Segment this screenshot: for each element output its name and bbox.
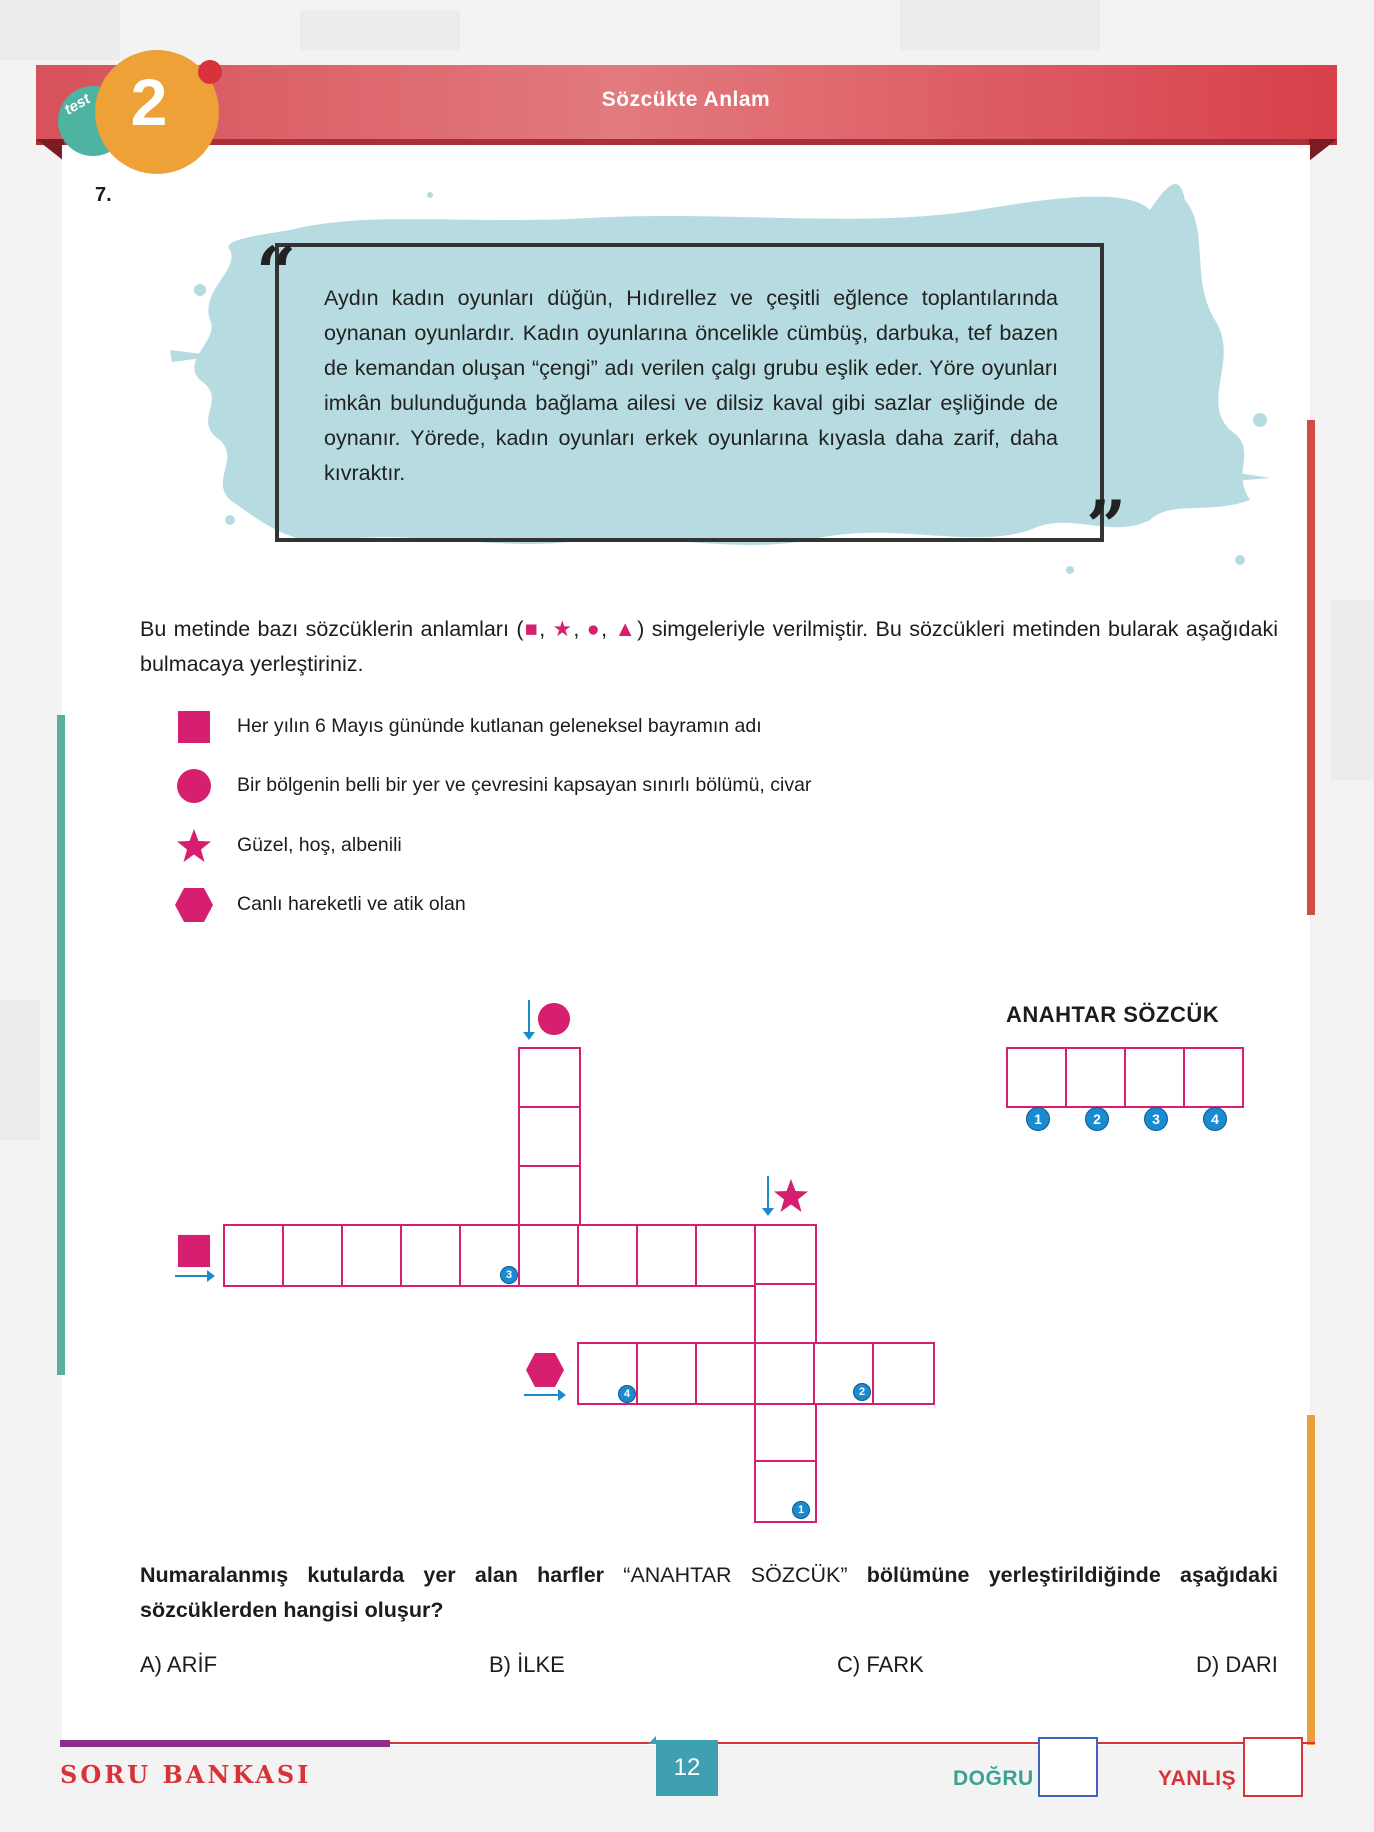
square-icon [177,1234,211,1268]
star-symbol: ★ [552,617,574,641]
crossword-cell[interactable] [400,1224,463,1287]
right-arrow [524,1394,564,1396]
legend-text: Her yılın 6 Mayıs gününde kutlanan geleneksel bayramın adı [237,715,762,737]
key-number: 4 [1203,1107,1227,1131]
badge-dot [198,60,222,84]
crossword-cell[interactable] [577,1224,640,1287]
right-arrow [175,1275,213,1277]
open-quote-mark: “ [256,231,297,314]
key-cell[interactable] [1124,1047,1185,1108]
page-tab [648,1736,656,1744]
circle-icon [176,768,212,804]
section-title: Sözcükte Anlam [601,88,771,111]
crossword-cell[interactable] [636,1342,699,1405]
correct-count-box[interactable] [1038,1737,1098,1797]
question-number: 7. [95,184,112,206]
star-icon [176,828,212,864]
correct-label: DOĞRU [953,1767,1034,1790]
background-tile [0,0,120,60]
header-fold-right [1309,139,1337,161]
down-arrow [528,1000,530,1038]
instruction-text: Bu metinde bazı sözcüklerin anlamları (■, ★, ●, ▲) simgeleriyle verilmiştir. Bu sözcükleri metinden bularak aşağıdaki bulmacaya yerleştiriniz. [140,617,1278,676]
question-stem: Numaralanmış kutularda yer alan harfler “ANAHTAR SÖZCÜK” bölümüne yerleştirildiğinde aşağıdaki sözcüklerden hangisi oluşur? [140,1563,1278,1622]
crossword-cell[interactable] [518,1106,581,1169]
option-a[interactable]: A) ARİF [140,1652,218,1677]
brand-name: SORU BANKASI [60,1760,312,1789]
crossword-cell[interactable] [636,1224,699,1287]
background-tile [300,10,460,50]
key-cell[interactable] [1065,1047,1126,1108]
crossword-cell[interactable] [754,1224,817,1287]
key-cell[interactable] [1183,1047,1244,1108]
option-b[interactable]: B) İLKE [489,1652,565,1677]
cell-number-3: 3 [500,1266,518,1284]
legend-text: Bir bölgenin belli bir yer ve çevresini kapsayan sınırlı bölümü, civar [237,774,812,796]
key-number: 1 [1026,1107,1050,1131]
key-word-title: ANAHTAR SÖZCÜK [1006,1002,1220,1027]
passage-text: Aydın kadın oyunları düğün, Hıdırellez ve çeşitli eğlence toplantılarında oynanan oyunlardır. Kadın oyunlarına öncelikle cümbüş, darbuka, tef bazen de kemandan oluşan “çengi” adı verilen çalgı grubu eşlik eder. Yöre oyunları imkân bulunduğunda bağlama ailesi ve dilsiz kaval gibi sazlar eşliğinde de oynanır. Yörede, kadın oyunları erkek oyunlarına kıyasla daha zarif, daha kıvraktır. [324,286,1058,485]
crossword-cell[interactable] [695,1342,758,1405]
square-icon [176,709,212,745]
background-tile [0,1000,40,1140]
hexagon-icon [174,887,214,923]
page-number: 12 [656,1740,718,1796]
hexagon-icon [524,1352,566,1388]
option-d[interactable]: D) DARI [1196,1652,1278,1677]
circle-icon [537,1002,571,1036]
crossword-cell[interactable] [695,1224,758,1287]
background-tile [900,0,1100,50]
test-number: 2 [130,65,168,139]
crossword-cell[interactable] [754,1283,817,1346]
key-number: 3 [1144,1107,1168,1131]
down-arrow [767,1176,769,1214]
side-accent-red [1307,420,1315,915]
crossword-cell[interactable] [282,1224,345,1287]
footer-accent [60,1740,390,1747]
key-cell[interactable] [1006,1047,1067,1108]
legend-text: Güzel, hoş, albenili [237,834,402,856]
crossword-cell[interactable] [518,1047,581,1110]
wrong-count-box[interactable] [1243,1737,1303,1797]
key-number: 2 [1085,1107,1109,1131]
legend-text: Canlı hareketli ve atik olan [237,893,466,915]
background-tile [1330,600,1374,780]
crossword-cell[interactable] [341,1224,404,1287]
crossword-cell[interactable] [518,1165,581,1228]
side-accent-orange [1307,1415,1315,1745]
crossword-cell[interactable] [223,1224,286,1287]
circle-symbol: ● [586,617,602,641]
option-c[interactable]: C) FARK [837,1652,924,1677]
side-accent-teal [57,715,65,1375]
test-label: test [61,90,94,119]
crossword-cell[interactable] [754,1401,817,1464]
wrong-label: YANLIŞ [1158,1767,1237,1790]
cell-number-4: 4 [618,1385,636,1403]
crossword-cell[interactable] [518,1224,581,1287]
cell-number-2: 2 [853,1383,871,1401]
square-symbol: ■ [523,617,540,641]
triangle-symbol: ▲ [614,617,638,641]
header-fold-left [36,139,64,161]
crossword-cell[interactable] [872,1342,935,1405]
crossword-cell[interactable] [754,1342,817,1405]
star-icon [773,1178,809,1214]
close-quote-mark: ” [1086,485,1127,568]
cell-number-1: 1 [792,1501,810,1519]
